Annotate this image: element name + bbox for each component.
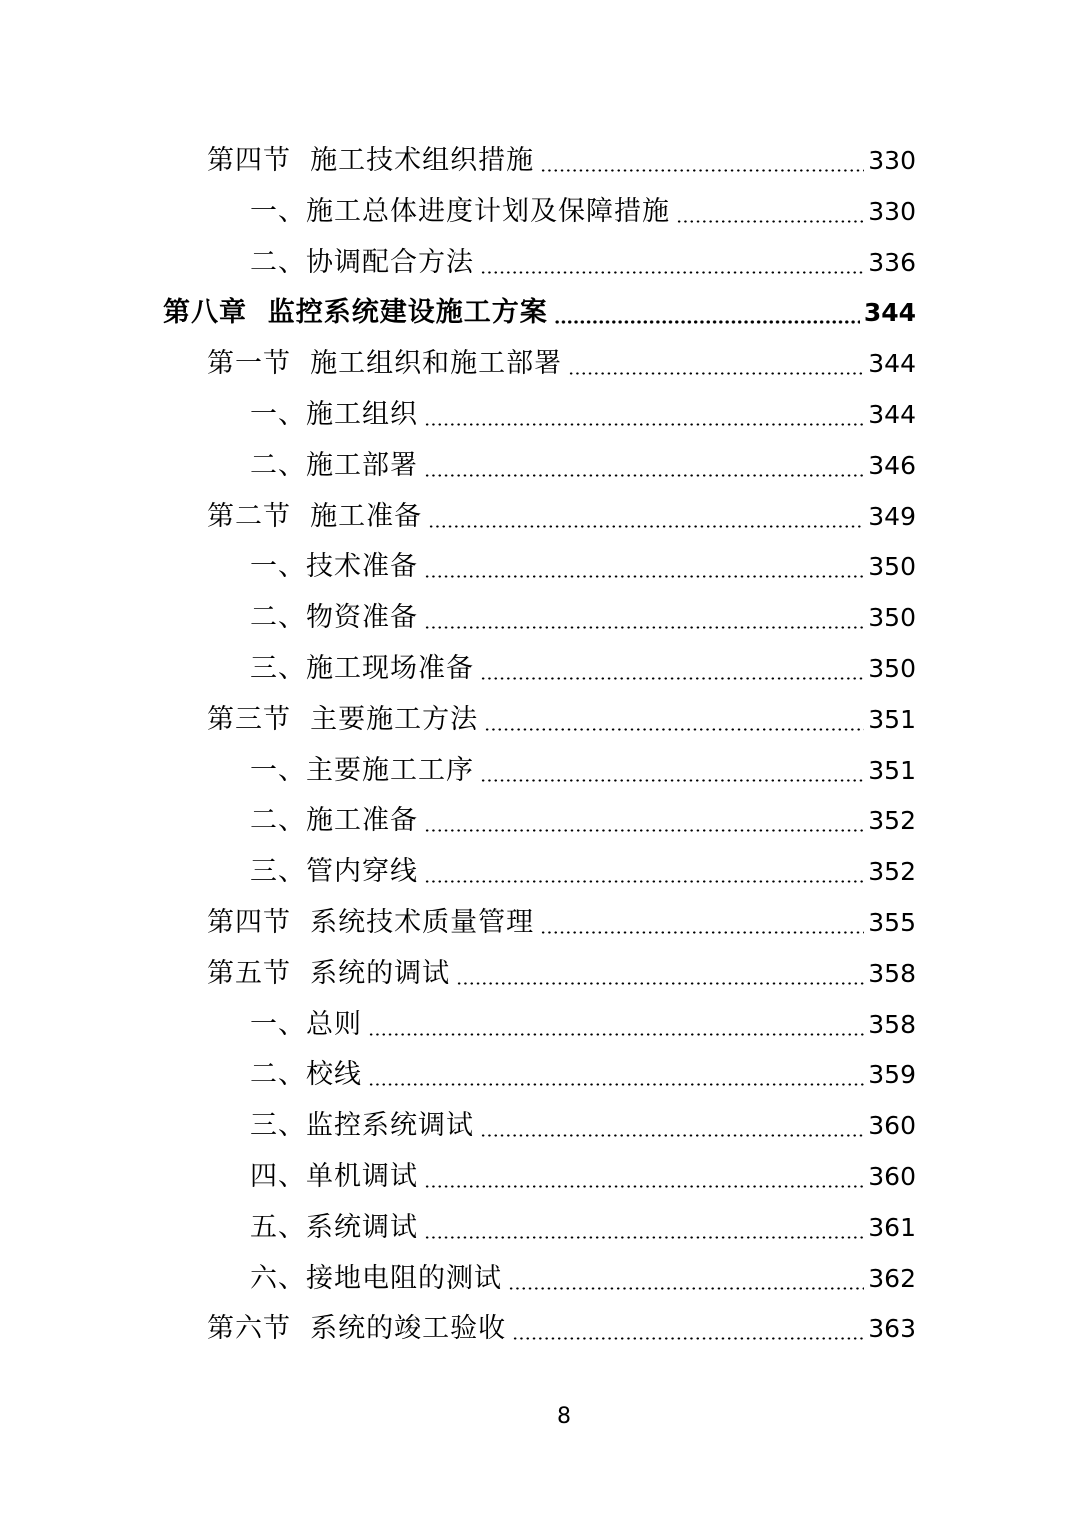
- toc-entry-page: 351: [868, 755, 916, 785]
- toc-entry[interactable]: [0, 390, 1080, 441]
- toc-dot-leader: [424, 390, 864, 441]
- toc-entry-page: 362: [868, 1263, 916, 1293]
- toc-dot-leader: [456, 949, 864, 1000]
- toc-entry-page: 352: [868, 857, 916, 887]
- toc-entry-page: 363: [868, 1314, 916, 1344]
- toc-entry[interactable]: [0, 1254, 1080, 1305]
- toc-dot-leader: [480, 644, 864, 695]
- toc-entry[interactable]: [0, 746, 1080, 797]
- toc-dot-leader: [368, 1050, 864, 1101]
- toc-dot-leader: [424, 542, 864, 593]
- toc-entry-page: 358: [868, 958, 916, 988]
- toc-entry-title: 一、施工总体进度计划及保障措施: [250, 195, 670, 227]
- toc-dot-leader: [424, 1152, 864, 1203]
- toc-entry[interactable]: [0, 136, 1080, 187]
- toc-entry-title: 第一节 施工组织和施工部署: [207, 348, 563, 380]
- toc-dot-leader: [554, 288, 860, 339]
- toc-entry-title: 一、施工组织: [250, 398, 418, 430]
- toc-entry-page: 349: [868, 501, 916, 531]
- toc-dot-leader: [424, 1203, 864, 1254]
- toc-entry-title: 三、管内穿线: [250, 856, 418, 888]
- toc-entry[interactable]: [0, 441, 1080, 492]
- toc-entry-title: 二、施工部署: [250, 449, 418, 481]
- toc-entry-page: 360: [868, 1111, 916, 1141]
- table-of-contents: [0, 136, 1080, 1355]
- toc-entry-page: 344: [868, 349, 916, 379]
- toc-entry[interactable]: [0, 542, 1080, 593]
- toc-dot-leader: [424, 847, 864, 898]
- toc-entry-page: 351: [868, 704, 916, 734]
- toc-entry[interactable]: [0, 1000, 1080, 1051]
- toc-entry[interactable]: [0, 238, 1080, 289]
- toc-dot-leader: [512, 1304, 864, 1355]
- toc-dot-leader: [480, 746, 864, 797]
- toc-entry-page: 346: [868, 450, 916, 480]
- toc-entry-title: 第四节 系统技术质量管理: [207, 906, 535, 938]
- toc-entry[interactable]: [0, 695, 1080, 746]
- toc-dot-leader: [484, 695, 864, 746]
- toc-entry[interactable]: [0, 644, 1080, 695]
- page-number: 8: [557, 1404, 571, 1429]
- toc-entry-title: 第三节 主要施工方法: [207, 703, 479, 735]
- toc-entry[interactable]: [0, 492, 1080, 543]
- toc-entry[interactable]: [0, 187, 1080, 238]
- toc-entry-title: 六、接地电阻的测试: [250, 1262, 502, 1294]
- toc-dot-leader: [568, 339, 864, 390]
- toc-entry-page: 361: [868, 1212, 916, 1242]
- toc-entry-title: 第五节 系统的调试: [207, 957, 451, 989]
- toc-entry-page: 350: [868, 653, 916, 683]
- toc-dot-leader: [424, 441, 864, 492]
- toc-entry-title: 第二节 施工准备: [207, 500, 423, 532]
- toc-entry-title: 一、总则: [250, 1008, 362, 1040]
- toc-entry-page: 350: [868, 603, 916, 633]
- toc-dot-leader: [540, 898, 864, 949]
- toc-entry-page: 355: [868, 907, 916, 937]
- toc-dot-leader: [480, 1101, 864, 1152]
- toc-entry-page: 350: [868, 552, 916, 582]
- toc-entry-title: 一、主要施工工序: [250, 754, 474, 786]
- toc-dot-leader: [676, 187, 864, 238]
- toc-dot-leader: [480, 238, 864, 289]
- toc-entry-title: 二、校线: [250, 1059, 362, 1091]
- toc-dot-leader: [508, 1254, 864, 1305]
- toc-entry-title: 三、施工现场准备: [250, 652, 474, 684]
- toc-entry-title: 五、系统调试: [250, 1211, 418, 1243]
- toc-entry-page: 330: [868, 146, 916, 175]
- toc-dot-leader: [424, 796, 864, 847]
- toc-entry-page: 336: [868, 247, 916, 277]
- toc-entry-title: 二、物资准备: [250, 602, 418, 634]
- toc-entry-page: 352: [868, 806, 916, 836]
- toc-dot-leader: [540, 136, 864, 187]
- toc-entry-page: 359: [868, 1060, 916, 1090]
- toc-entry[interactable]: [0, 898, 1080, 949]
- toc-entry-page: 358: [868, 1009, 916, 1039]
- toc-entry[interactable]: [0, 847, 1080, 898]
- toc-entry[interactable]: [0, 1304, 1080, 1355]
- toc-entry-title: 一、技术准备: [250, 551, 418, 583]
- toc-entry-title: 三、监控系统调试: [250, 1110, 474, 1142]
- toc-entry[interactable]: [0, 593, 1080, 644]
- toc-dot-leader: [368, 1000, 864, 1051]
- toc-dot-leader: [424, 593, 864, 644]
- toc-entry-title: 四、单机调试: [250, 1160, 418, 1192]
- toc-entry[interactable]: [0, 1152, 1080, 1203]
- toc-entry[interactable]: [0, 339, 1080, 390]
- toc-entry-title: 第六节 系统的竣工验收: [207, 1313, 507, 1345]
- toc-entry-page: 330: [868, 196, 916, 226]
- toc-entry[interactable]: [0, 1050, 1080, 1101]
- toc-dot-leader: [428, 492, 864, 543]
- toc-entry-title: 第四节 施工技术组织措施: [207, 145, 535, 176]
- toc-entry-title: 二、协调配合方法: [250, 246, 474, 278]
- toc-entry-title: 第八章 监控系统建设施工方案: [163, 297, 548, 329]
- toc-entry-page: 360: [868, 1161, 916, 1191]
- toc-entry-page: 344: [868, 399, 916, 429]
- toc-entry-title: 二、施工准备: [250, 805, 418, 837]
- toc-entry[interactable]: [0, 1203, 1080, 1254]
- toc-entry[interactable]: [0, 949, 1080, 1000]
- toc-entry[interactable]: [0, 1101, 1080, 1152]
- toc-entry-page: 344: [863, 298, 916, 328]
- toc-entry[interactable]: [0, 796, 1080, 847]
- toc-chapter-entry[interactable]: [0, 288, 1080, 339]
